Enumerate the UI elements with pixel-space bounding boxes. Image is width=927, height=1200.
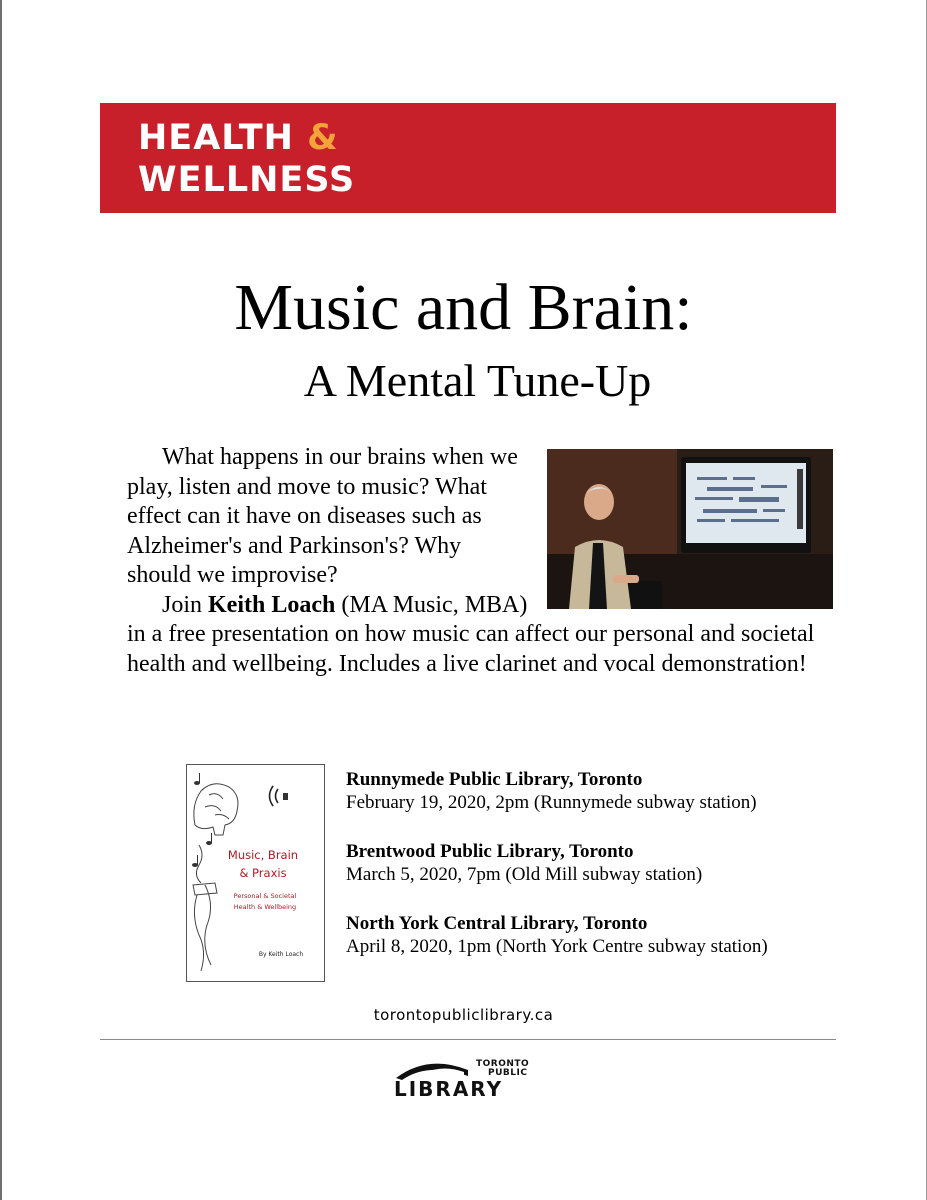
event-title: Music and Brain: <box>234 271 693 344</box>
event-schedule <box>346 768 846 984</box>
event-venue: North York Central Library, Toronto <box>346 913 648 934</box>
book-subtitle-line2: Health & Wellbeing <box>233 903 297 911</box>
book-subtitle-line1: Personal & Societal <box>233 892 297 900</box>
book-title-line1: Music, Brain <box>227 848 299 862</box>
event-details: March 5, 2020, 7pm (Old Mill subway station) <box>346 864 703 885</box>
book-author: By Keith Loach <box>258 951 304 958</box>
logo-word-library: LIBRARY <box>394 1077 504 1098</box>
event-description <box>127 443 837 679</box>
book-cover-art <box>187 765 324 981</box>
logo-word-toronto: TORONTO <box>476 1059 530 1069</box>
health-wellness-banner <box>100 103 836 213</box>
banner-word-wellness: WELLNESS <box>138 160 356 200</box>
event-venue: Runnymede Public Library, Toronto <box>346 769 643 790</box>
event-details: April 8, 2020, 1pm (North York Centre subway station) <box>346 936 768 957</box>
event-item <box>346 768 846 814</box>
event-item <box>346 912 846 958</box>
footer-divider <box>100 1039 836 1040</box>
banner-ampersand: & <box>307 118 339 158</box>
presenter-intro: Join <box>162 591 209 618</box>
website-url[interactable]: torontopubliclibrary.ca <box>373 1006 554 1024</box>
presentation-summary: (MA Music, MBA) in a free presentation on how music can affect our personal and societal health and wellbeing. Includes a live clarinet and vocal demonstration! <box>127 591 815 677</box>
event-item <box>346 840 846 886</box>
presenter-photo <box>547 449 833 609</box>
banner-heading <box>138 117 355 201</box>
logo-word-public: PUBLIC <box>488 1068 528 1078</box>
book-title-line2: & Praxis <box>239 866 287 880</box>
description-paragraph-1: What happens in our brains when we play, listen and move to music? What effect can it have on diseases such as Alzheimer's and Parkinson's? Why should we improvise? <box>127 444 518 588</box>
banner-word-health: HEALTH <box>138 118 294 158</box>
book-cover <box>186 764 325 982</box>
event-details: February 19, 2020, 2pm (Runnymede subway station) <box>346 792 757 813</box>
toronto-public-library-logo <box>392 1056 542 1098</box>
event-venue: Brentwood Public Library, Toronto <box>346 841 634 862</box>
event-subtitle: A Mental Tune-Up <box>303 355 652 406</box>
presenter-name: Keith Loach <box>208 591 336 618</box>
